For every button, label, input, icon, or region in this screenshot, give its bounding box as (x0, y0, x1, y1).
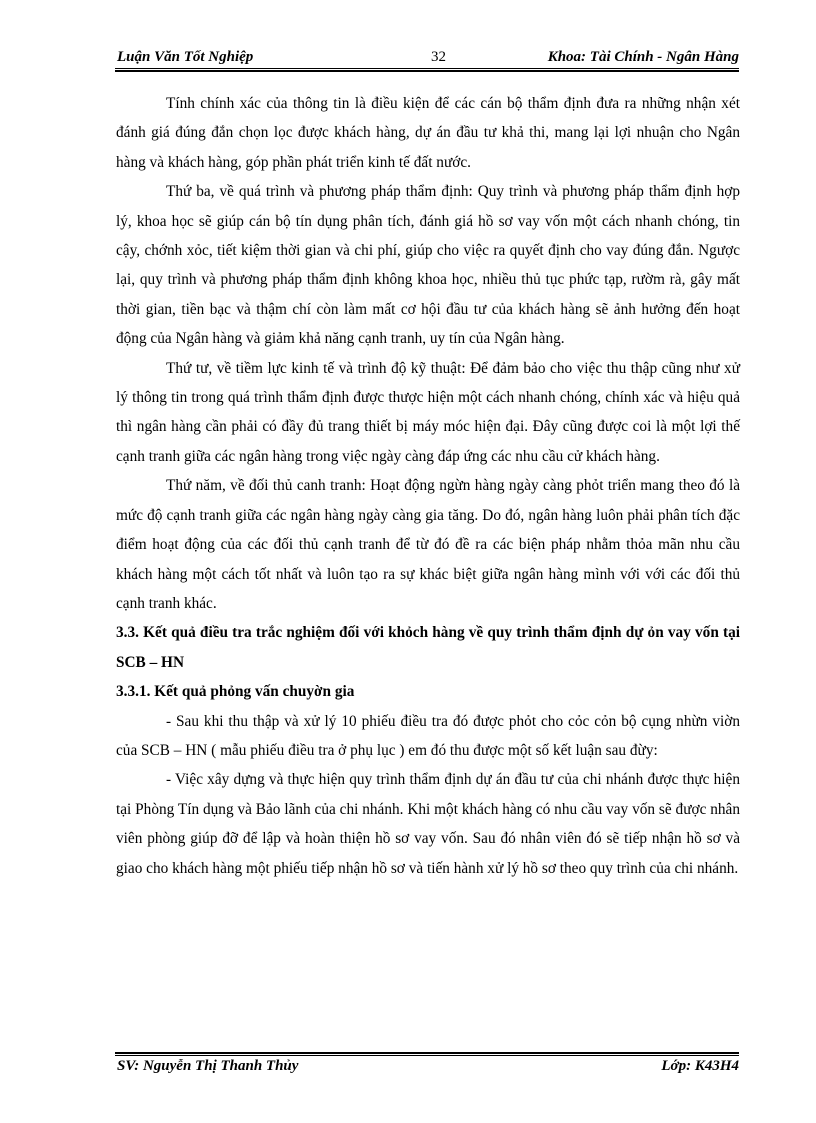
section-heading-3-3-1: 3.3.1. Kết quả phỏng vấn chuyờn gia (116, 683, 355, 701)
paragraph-information-accuracy: Tính chính xác của thông tin là điều kiện để các cán bộ thẩm định đưa ra những nhận xét đánh giá đúng đắn chọn lọc được khách hàng, dự án đầu tư khả thi, mang lại lợi nhuận cho Ngân hàng và khách hàng, góp phần phát triển kinh tế đất nước. (116, 95, 740, 171)
header-faculty: Khoa: Tài Chính - Ngân Hàng (547, 49, 739, 65)
paragraph-appraisal-implementation: - Việc xây dựng và thực hiện quy trình thẩm định dự án đầu tư của chi nhánh được thực hiện tại Phòng Tín dụng và Bảo lãnh của chi nhánh. Khi một khách hàng có nhu cầu vay vốn sẽ được nhân viên phòng giúp đỡ để lập và hoàn thiện hồ sơ vay vốn. Sau đó nhân viên đó sẽ tiếp nhận hồ sơ và giao cho khách hàng một phiếu tiếp nhận hồ sơ và tiến hành xử lý hồ sơ theo quy trình của chi nhánh. (116, 771, 740, 877)
paragraph-economic-potential: Thứ tư, về tiềm lực kinh tế và trình độ kỹ thuật: Để đảm bảo cho việc thu thập cũng như xử lý thông tin trong quá trình thẩm định được thược hiện một cách nhanh chóng, chính xác và hiệu quả thì ngân hàng cần phải có đầy đủ trang thiết bị máy móc hiện đại. Đây cũng được coi là một lợi thế cạnh tranh giữa các ngân hàng trong việc ngày càng đáp ứng các nhu cầu cử khách hàng. (116, 359, 740, 465)
header-thesis-title: Luận Văn Tốt Nghiệp (117, 49, 254, 65)
footer-rule (115, 1052, 739, 1056)
page-header (117, 49, 739, 69)
page-number: 32 (431, 49, 446, 65)
paragraph-competitors: Thứ năm, về đối thủ canh tranh: Hoạt động ngừn hàng ngày càng phỏt triển mang theo đó là mức độ cạnh tranh giữa các ngân hàng ngày càng gia tăng. Do đó, ngân hàng luôn phải phân tích đặc điểm hoạt động của các đối thủ cạnh tranh để từ đó đề ra các biện pháp nhằm thỏa mãn nhu cầu khách hàng một cách tốt nhất và luôn tạo ra sự khác biệt giữa ngân hàng mình với với các đối thủ cạnh tranh khác. (116, 477, 740, 612)
footer-student-name: SV: Nguyễn Thị Thanh Thủy (117, 1058, 299, 1074)
header-rule (115, 68, 739, 72)
paragraph-survey-results: - Sau khi thu thập và xử lý 10 phiếu điều tra đó được phỏt cho cỏc cỏn bộ cụng nhừn viờn của SCB – HN ( mẫu phiếu điều tra ở phụ lục ) em đó thu được một số kết luận sau đừy: (116, 712, 740, 759)
footer-class: Lớp: K43H4 (661, 1058, 739, 1074)
page-footer (117, 1058, 739, 1078)
paragraph-appraisal-process: Thứ ba, về quá trình và phương pháp thẩm định: Quy trình và phương pháp thẩm định hợp lý, khoa học sẽ giúp cán bộ tín dụng phân tích, đánh giá hồ sơ vay vốn một cách nhanh chóng, tin cậy, chớnh xỏc, tiết kiệm thời gian và chi phí, giúp cho việc ra quyết định cho vay đúng đắn. Ngược lại, quy trình và phương pháp thẩm định không khoa học, nhiều thủ tục phức tạp, rườm rà, gây mất thời gian, tiền bạc và thậm chí còn làm mất cơ hội đầu tư của khách hàng sẽ ảnh hưởng đến hoạt động của Ngân hàng và giảm khả năng cạnh tranh, uy tín của Ngân hàng. (116, 183, 740, 348)
section-heading-3-3: 3.3. Kết quả điều tra trắc nghiệm đối với khỏch hàng về quy trình thẩm định dự ỏn vay vốn tại SCB – HN (116, 624, 740, 671)
document-body (116, 89, 740, 883)
